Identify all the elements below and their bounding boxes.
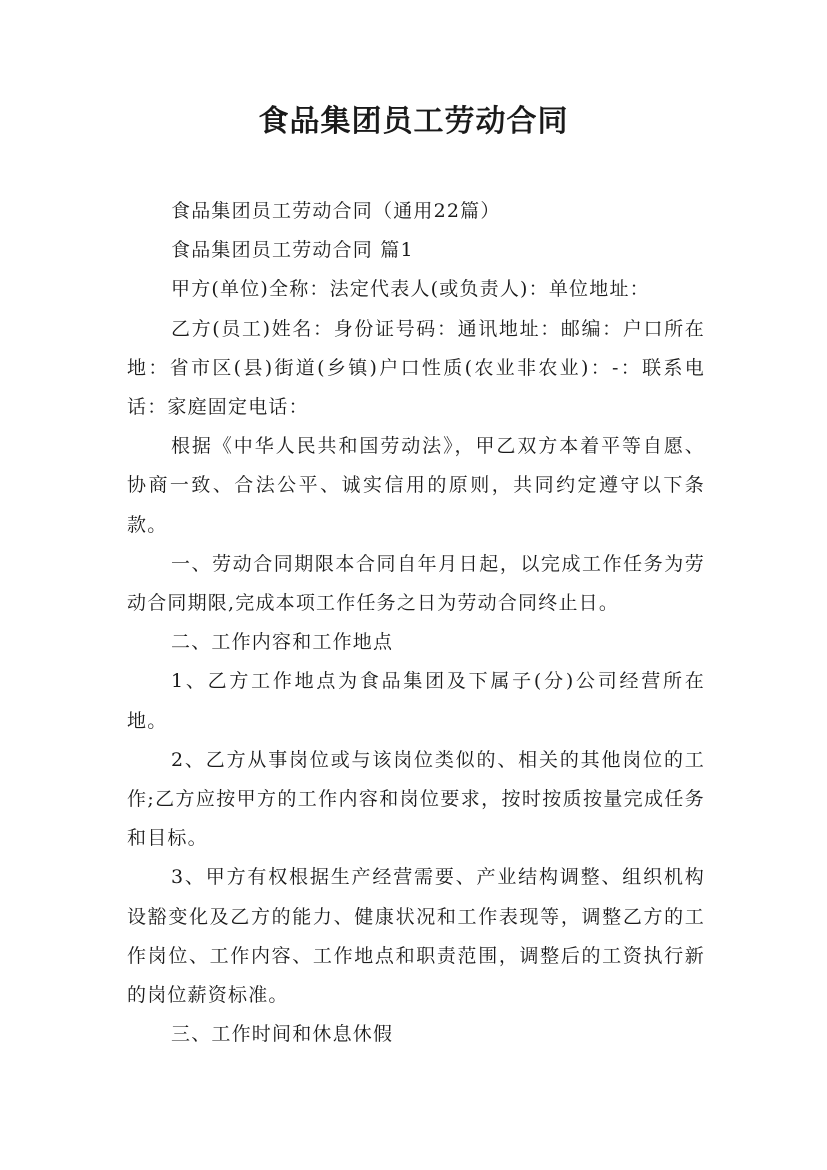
- document-body: [127, 192, 705, 1054]
- paragraph-section-heading: 食品集团员工劳动合同 篇1: [171, 239, 414, 262]
- paragraph-clause-1: 一、劳动合同期限本合同自年月日起，以完成工作任务为劳动合同期限,完成本项工作任务之日为劳动合同终止日。: [127, 552, 705, 615]
- document-title: 食品集团员工劳动合同: [258, 104, 569, 139]
- paragraph-subtitle: 食品集团员工劳动合同（通用22篇）: [171, 200, 501, 222]
- paragraph-clause-3-heading: 三、工作时间和休息休假: [171, 1023, 394, 1046]
- paragraph-party-a: 甲方(单位)全称：法定代表人(或负责人)：单位地址：: [171, 278, 650, 301]
- paragraph-clause-2-item-2: 2、乙方从事岗位或与该岗位类似的、相关的其他岗位的工作;乙方应按甲方的工作内容和岗位要求，按时按质按量完成任务和目标。: [127, 748, 705, 850]
- paragraph-clause-2-heading: 二、工作内容和工作地点: [171, 631, 394, 654]
- paragraph-clause-2-item-3: 3、甲方有权根据生产经营需要、产业结构调整、组织机构设豁变化及乙方的能力、健康状况和工作表现等，调整乙方的工作岗位、工作内容、工作地点和职责范围，调整后的工资执行新的岗位薪资标准。: [127, 866, 705, 1007]
- paragraph-preamble: 根据《中华人民共和国劳动法》，甲乙双方本着平等自愿、协商一致、合法公平、诚实信用的原则，共同约定遵守以下条款。: [127, 435, 705, 536]
- paragraph-party-b: 乙方(员工)姓名：身份证号码：通讯地址：邮编：户口所在地：省市区(县)街道(乡镇)户口性质(农业非农业)：-：联系电话：家庭固定电话：: [127, 317, 705, 419]
- paragraph-clause-2-item-1: 1、乙方工作地点为食品集团及下属子(分)公司经营所在地。: [127, 670, 705, 732]
